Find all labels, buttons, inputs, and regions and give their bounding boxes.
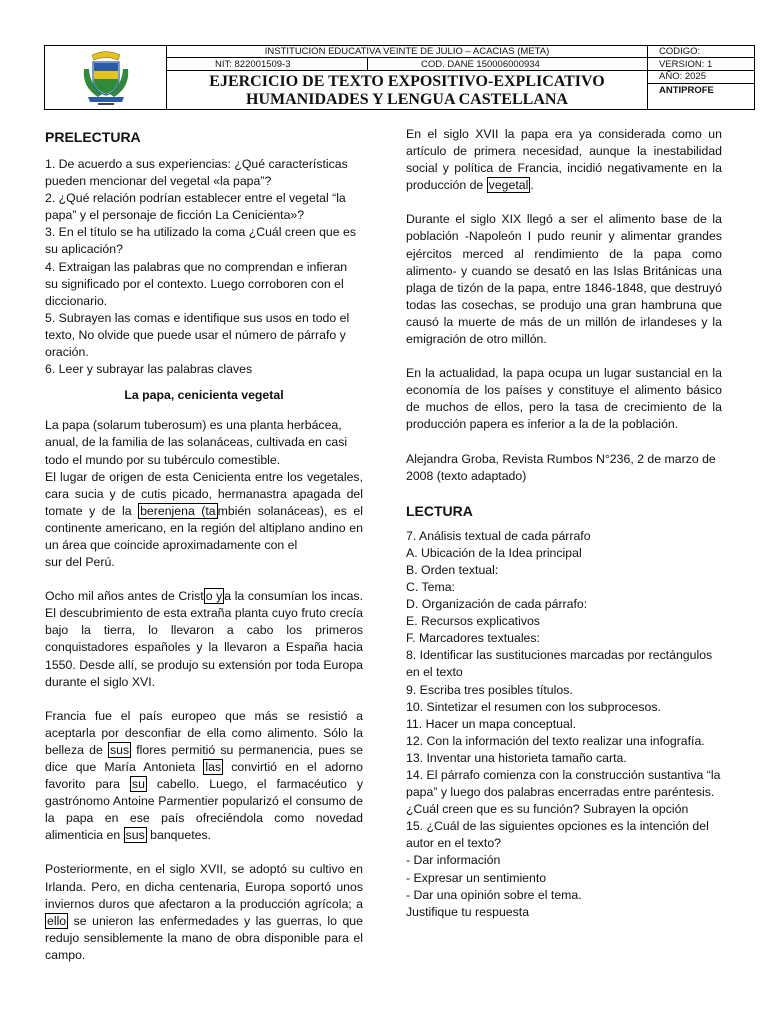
substitution-box: o y <box>205 589 223 604</box>
substitution-box: vegetal <box>488 178 529 193</box>
paragraph-8: En la actualidad, la papa ocupa un lugar sustancial en la economía de los países y constituye el alimento básico de muchos de ellos, pero la tasa de crecimiento de la producción papera es inferior a la de la población. <box>406 366 722 432</box>
article-title: La papa, cenicienta vegetal <box>124 388 284 403</box>
substitution-box: sus <box>125 828 145 843</box>
substitution-box: berenjena (ta <box>140 503 216 518</box>
substitution-box: su <box>131 777 145 792</box>
lectura-item: Justifique tu respuesta <box>406 904 530 919</box>
right-column <box>406 126 722 921</box>
substitution-box: ello <box>47 913 67 928</box>
lectura-item: B. Orden textual: <box>406 562 499 577</box>
lectura-item: 9. Escriba tres posibles títulos. <box>406 682 573 697</box>
article-source: Alejandra Groba, Revista Rumbos N°236, 2 de marzo de 2008 (texto adaptado) <box>406 451 716 483</box>
lectura-option: - Expresar un sentimiento <box>406 870 547 885</box>
paragraph-5: Posteriormente, en el siglo XVII, se adoptó su cultivo en Irlanda. Pero, en dicha centenaria, Europa soportó unos inviernos duros que afectaron a la producción agrícola; a ello se unieron las enfermedades y las guerras, lo que redujo sensiblemente la mano de obra disponible para el campo. <box>45 862 363 962</box>
paragraph-2: El lugar de origen de esta Cenicienta entre los vegetales, cara sucia y de cutis picado, hermanastra apagada del tomate y de la berenjena (ta mbién solanáceas), es el continente americano, en la región del altiplano andino en un área que coincide aproximadamente con el <box>45 469 363 552</box>
lectura-item: 10. Sintetizar el resumen con los subprocesos. <box>406 699 661 714</box>
paragraph-6: En el siglo XVII la papa era ya considerada como un artículo de primera necesidad, aunque la inestabilidad social y política de Francia, incidió negativamente en la producción de vegetal . <box>406 127 722 193</box>
prelectura-item: 1. De acuerdo a sus experiencias: ¿Qué características pueden mencionar del vegetal «la papa”? <box>45 157 348 189</box>
left-column <box>45 128 363 964</box>
lectura-item: C. Tema: <box>406 579 455 594</box>
lectura-option: - Dar información <box>406 853 501 868</box>
lectura-heading: LECTURA <box>406 502 473 519</box>
paragraph-7: Durante el siglo XIX llegó a ser el alimento base de la población -Napoleón I pudo reunir y alimentar grandes ejércitos merced al rendimiento de la papa como alimento- y cuando se desató en las Islas Británicas una plaga de tizón de la papa, entre 1846-1848, que destruyó todas las cosechas, se produjo una gran hambruna que causó la muerte de más de un millón de irlandeses y la emigración de otro millón. <box>406 212 722 347</box>
lectura-item: 11. Hacer un mapa conceptual. <box>406 716 576 731</box>
lectura-item: 7. Análisis textual de cada párrafo <box>406 528 591 543</box>
lectura-item: 14. El párrafo comienza con la construcción sustantiva “la papa” y luego dos palabras encerradas entre paréntesis. ¿Cuál creen que es su función? Subrayen la opción <box>406 768 721 817</box>
lectura-item: F. Marcadores textuales: <box>406 631 540 646</box>
lectura-item: 12. Con la información del texto realizar una infografía. <box>406 733 705 748</box>
lectura-item: D. Organización de cada párrafo: <box>406 597 588 612</box>
document-title: EJERCICIO DE TEXTO EXPOSITIVO-EXPLICATIVO <box>209 73 605 90</box>
prelectura-item: 5. Subrayen las comas e identifique sus usos en todo el texto, No olvide que puede usar el número de párrafo y oración. <box>45 310 350 360</box>
lectura-item: 13. Inventar una historieta tamaño carta. <box>406 750 627 765</box>
institution-name: INSTITUCION EDUCATIVA VEINTE DE JULIO – ACACIAS (META) <box>264 46 550 57</box>
lectura-item: 15. ¿Cuál de las siguientes opciones es la intención del autor en el texto? <box>406 819 709 851</box>
substitution-box: las <box>205 760 222 774</box>
paragraph-4: Francia fue el país europeo que más se resistió a aceptarla por desconfiar de ella como alimento. Sólo la belleza de sus flores permitió su permanencia, pues se dice que María Antonieta las convirtió en el adorno favorito para su cabello. Luego, el farmacéutico y gastrónomo Antoine Parmentier popularizó el consumo de la papa en ese país ofreciéndola como novedad alimenticia en sus banquetes. <box>45 708 364 843</box>
prelectura-item: 4. Extraigan las palabras que no comprendan e infieran su significado por el contexto. Luego corroboren con el diccionario. <box>45 259 348 308</box>
dane-code: COD. DANE 150006000934 <box>421 59 540 70</box>
substitution-box: sus <box>109 742 130 757</box>
lectura-item: E. Recursos explicativos <box>406 614 540 629</box>
version-label: VERSION: 1 <box>659 59 713 70</box>
paragraph-1: La papa (solarum tuberosum) es una planta herbácea, anual, de la familia de las solanáceas, cultivada en casi todo el mundo por su tubérculo comestible. <box>45 418 348 467</box>
prelectura-item: 6. Leer y subrayar las palabras claves <box>45 362 253 377</box>
antiprofe-label: ANTIPROFE <box>659 85 714 96</box>
subject-title: HUMANIDADES Y LENGUA CASTELLANA <box>246 91 568 108</box>
prelectura-heading: PRELECTURA <box>45 129 141 145</box>
paragraph-2-end: sur del Perú. <box>45 555 115 570</box>
lectura-item: 8. Identificar las sustituciones marcadas por rectángulos en el texto <box>406 648 713 680</box>
document-header <box>44 45 755 110</box>
school-crest-icon <box>78 47 134 107</box>
logo-cell <box>45 46 167 109</box>
lectura-option: - Dar una opinión sobre el tema. <box>406 887 582 902</box>
nit-number: NIT: 822001509-3 <box>215 59 291 70</box>
prelectura-item: 2. ¿Qué relación podrían establecer entre el vegetal “la papa” y el personaje de ficción La Cenicienta»? <box>45 191 346 223</box>
lectura-item: A. Ubicación de la Idea principal <box>406 545 582 560</box>
paragraph-3: Ocho mil años antes de Crist o y a la consumían los incas. El descubrimiento de esta extraña planta cuyo fruto crecía bajo la tierra, lo llevaron a cabo los primeros conquistadores españoles y la llevaron a España hacia 1550. Desde allí, se produjo su extensión por toda Europa durante el siglo XVI. <box>45 589 364 689</box>
year-label: AÑO: 2025 <box>659 71 706 82</box>
prelectura-item: 3. En el título se ha utilizado la coma ¿Cuál creen que es su aplicación? <box>45 225 357 257</box>
code-label: CODIGO: <box>659 46 701 57</box>
